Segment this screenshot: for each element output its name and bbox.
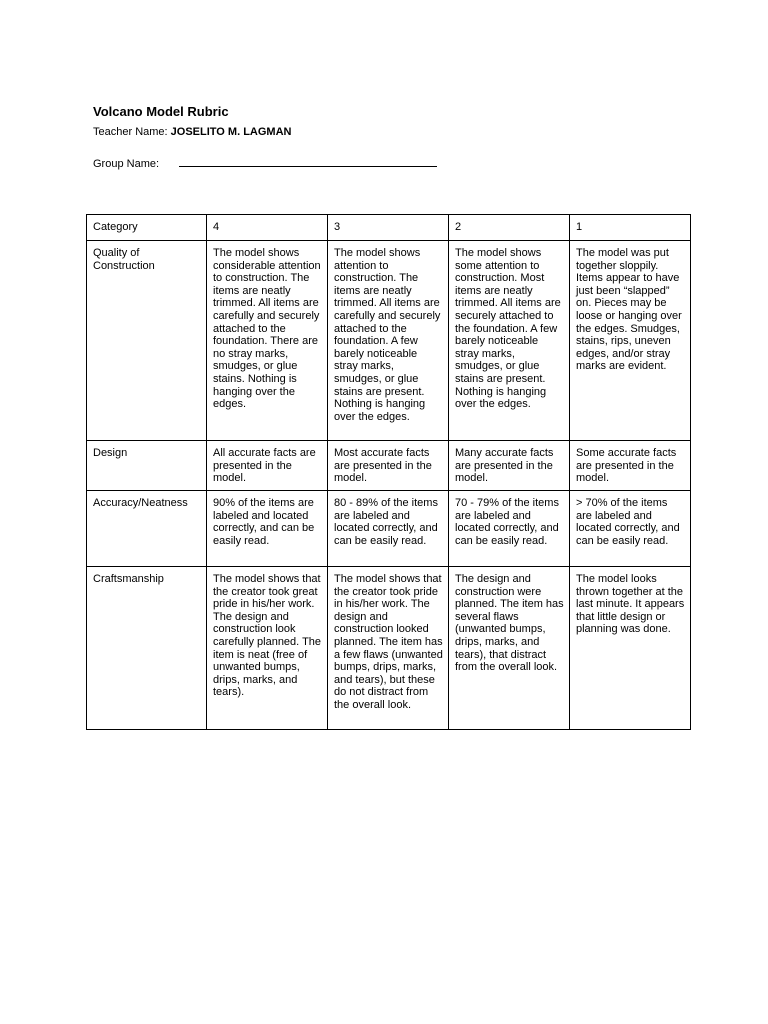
criteria-cell: All accurate facts are presented in the model. bbox=[207, 441, 328, 491]
criteria-cell: The model shows some attention to construction. Most items are neatly trimmed. All items are securely attached to the foundation. A few barely noticeable stray marks, smudges, or glue stains are present. Nothing is hanging over the edges. bbox=[449, 241, 570, 441]
criteria-cell: The model shows that the creator took great pride in his/her work. The design and construction look carefully planned. The item is neat (free of unwanted bumps, drips, marks, and tears). bbox=[207, 567, 328, 730]
criteria-cell: The model shows considerable attention to construction. The items are neatly trimmed. All items are carefully and securely attached to the foundation. There are no stray marks, smudges, or glue stains. Nothing is hanging over the edges. bbox=[207, 241, 328, 441]
criteria-cell: The design and construction were planned. The item has several flaws (unwanted bumps, drips, marks, and tears), that distract from the overall look. bbox=[449, 567, 570, 730]
header-score-2: 2 bbox=[449, 215, 570, 241]
table-header-row bbox=[87, 215, 691, 241]
header-category: Category bbox=[87, 215, 207, 241]
group-name-blank-line bbox=[179, 155, 437, 167]
criteria-cell: 70 - 79% of the items are labeled and located correctly, and can be easily read. bbox=[449, 491, 570, 567]
teacher-name-label: Teacher Name: bbox=[93, 126, 168, 138]
criteria-cell: Some accurate facts are presented in the model. bbox=[570, 441, 691, 491]
table-row bbox=[87, 491, 691, 567]
table-row bbox=[87, 241, 691, 441]
group-name-label: Group Name: bbox=[93, 158, 160, 170]
criteria-cell: The model shows attention to construction. The items are neatly trimmed. All items are carefully and securely attached to the foundation. A few barely noticeable stray marks, smudges, or glue stains are present. Nothing is hanging over the edges. bbox=[328, 241, 449, 441]
criteria-cell: Most accurate facts are presented in the model. bbox=[328, 441, 449, 491]
group-name-line bbox=[93, 155, 437, 170]
table-row bbox=[87, 567, 691, 730]
category-cell: Accuracy/Neatness bbox=[87, 491, 207, 567]
teacher-name-line bbox=[93, 126, 291, 138]
criteria-cell: Many accurate facts are presented in the model. bbox=[449, 441, 570, 491]
rubric-table bbox=[86, 214, 691, 730]
category-cell: Design bbox=[87, 441, 207, 491]
document-title: Volcano Model Rubric bbox=[93, 104, 229, 119]
criteria-cell: The model shows that the creator took pride in his/her work. The design and construction looked planned. The item has a few flaws (unwanted bumps, drips, marks, and tears), but these do not distract from the overall look. bbox=[328, 567, 449, 730]
criteria-cell: The model was put together sloppily. Items appear to have just been “slapped” on. Pieces may be loose or hanging over the edges. Smudges, stains, rips, uneven edges, and/or stray marks are evident. bbox=[570, 241, 691, 441]
header-score-3: 3 bbox=[328, 215, 449, 241]
header-score-4: 4 bbox=[207, 215, 328, 241]
criteria-cell: > 70% of the items are labeled and located correctly, and can be easily read. bbox=[570, 491, 691, 567]
criteria-cell: 90% of the items are labeled and located correctly, and can be easily read. bbox=[207, 491, 328, 567]
criteria-cell: The model looks thrown together at the last minute. It appears that little design or planning was done. bbox=[570, 567, 691, 730]
table-row bbox=[87, 441, 691, 491]
teacher-name-value: JOSELITO M. LAGMAN bbox=[170, 126, 292, 138]
category-cell: Craftsmanship bbox=[87, 567, 207, 730]
header-score-1: 1 bbox=[570, 215, 691, 241]
criteria-cell: 80 - 89% of the items are labeled and located correctly, and can be easily read. bbox=[328, 491, 449, 567]
category-cell: Quality of Construction bbox=[87, 241, 207, 441]
